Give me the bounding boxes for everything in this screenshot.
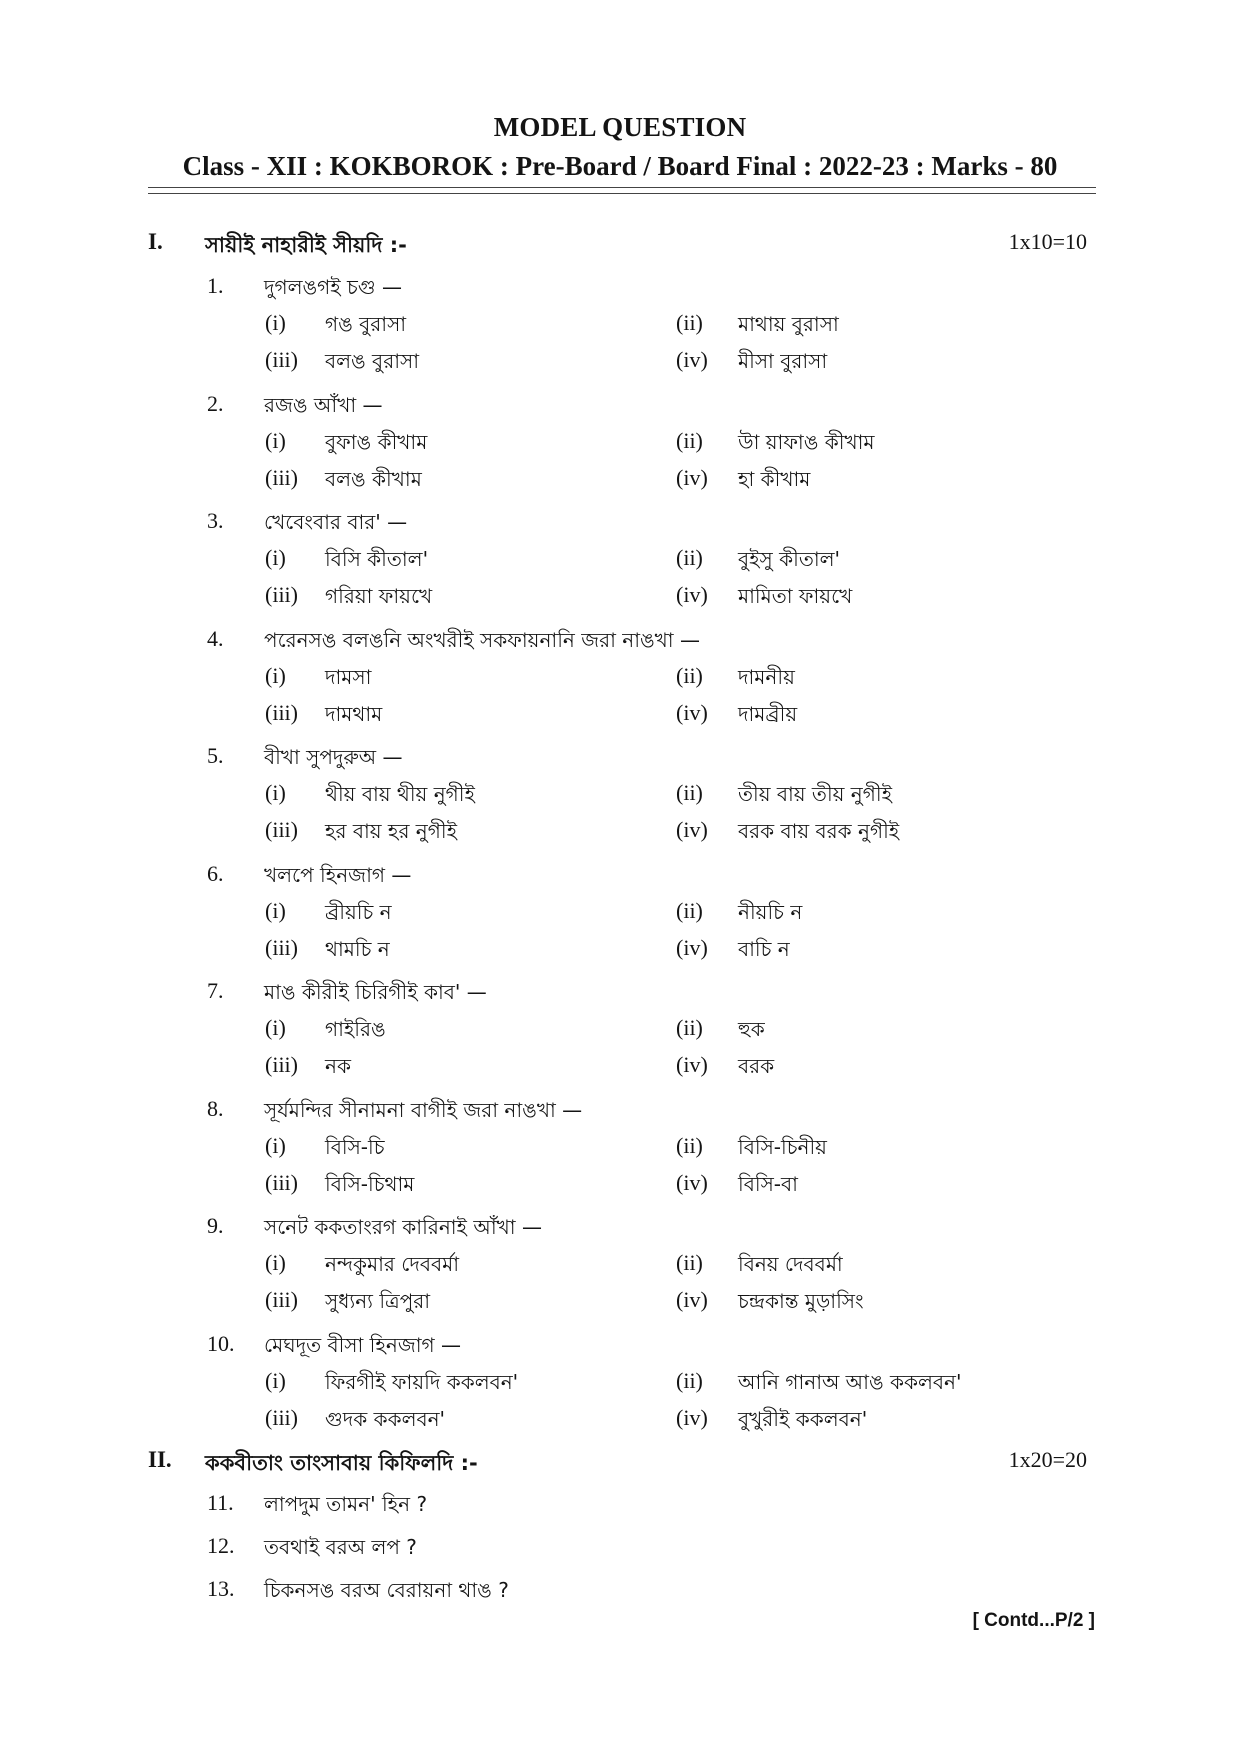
option-label: (iv) [676,1405,708,1430]
option-label: (iii) [265,1052,298,1077]
option-text: নক [325,1054,351,1078]
option-label: (ii) [676,1368,703,1393]
option-label: (i) [265,780,286,805]
option-text: বিসি-চিনীয় [738,1135,827,1159]
option-text: বরক [738,1054,775,1078]
question-number: 12. [207,1533,235,1558]
option-label: (iv) [676,1287,708,1312]
option-text: সুধ্যন্য ত্রিপুরা [325,1289,431,1313]
option-label: (iii) [265,465,298,490]
question-text: খলপে হিনজাগ — [264,863,412,887]
option-label: (iv) [676,347,708,372]
option-text: বলঙ বুরাসা [325,349,420,373]
section-title: সায়ীই নাহারীই সীয়দি :- [205,233,407,257]
page-title: MODEL QUESTION [493,112,747,142]
option-label: (iv) [676,1170,708,1195]
question-number: 11. [207,1490,234,1515]
option-label: (i) [265,1368,286,1393]
option-text: নন্দকুমার দেববর্মা [325,1252,460,1276]
continued-note: [ Contd...P/2 ] [972,1610,1095,1631]
option-label: (iii) [265,1405,298,1430]
option-text: গাইরিঙ [325,1017,386,1041]
question-number: 3. [207,508,224,533]
option-label: (iii) [265,1170,298,1195]
option-text: দামনীয় [738,665,795,689]
question-text: তবথাই বরঅ লপ ? [264,1535,417,1559]
option-label: (ii) [676,1250,703,1275]
option-text: উা য়াফাঙ কীখাম [738,430,875,454]
option-text: দামসা [325,665,372,689]
option-text: বিসি-বা [738,1172,798,1196]
option-label: (iv) [676,817,708,842]
option-label: (i) [265,898,286,923]
option-text: বরক বায় বরক নুগীই [738,819,900,843]
option-text: হা কীখাম [738,467,811,491]
section-numeral: I. [148,229,163,254]
option-text: ফিরগীই ফায়দি ককলবন' [325,1370,519,1394]
question-text: মেঘদূত বীসা হিনজাগ — [264,1333,461,1357]
option-label: (iv) [676,1052,708,1077]
question-text: মাঙ কীরীই চিরিগীই কাব' — [264,980,487,1004]
option-text: গরিয়া ফায়খে [325,584,433,608]
question-text: সূর্যমন্দির সীনামনা বাগীই জরা নাঙখা — [264,1098,583,1122]
option-label: (i) [265,1133,286,1158]
question-number: 7. [207,978,224,1003]
option-label: (ii) [676,545,703,570]
option-label: (iv) [676,465,708,490]
option-text: দামথাম [325,702,383,726]
option-label: (i) [265,663,286,688]
option-label: (iii) [265,700,298,725]
option-text: বলঙ কীখাম [325,467,422,491]
page-subtitle: Class - XII : KOKBOROK : Pre-Board / Board Final : 2022-23 : Marks - 80 [182,151,1058,181]
option-label: (ii) [676,428,703,453]
section-title: ককবীতাং তাংসাবায় কিফিলদি :- [205,1451,478,1475]
option-text: গুদক ককলবন' [325,1407,446,1431]
option-label: (i) [265,310,286,335]
question-number: 1. [207,273,224,298]
option-label: (iii) [265,817,298,842]
question-text: সনেট ককতাংরগ কারিনাই আঁখা — [264,1215,542,1239]
option-label: (i) [265,545,286,570]
option-label: (ii) [676,1015,703,1040]
question-number: 9. [207,1213,224,1238]
question-text: খেবেংবার বার' — [264,510,408,534]
option-label: (iv) [676,582,708,607]
question-number: 4. [207,626,224,651]
option-text: হর বায় হর নুগীই [325,819,457,843]
option-text: বিনয় দেববর্মা [738,1252,843,1276]
section-marks: 1x10=10 [1008,229,1087,254]
question-number: 2. [207,391,224,416]
option-text: বিসি-চি [325,1135,385,1159]
header-rule-top [148,187,1096,188]
question-number: 6. [207,861,224,886]
section-numeral: II. [148,1447,172,1472]
option-text: বুইসু কীতাল' [738,547,841,571]
option-text: দামব্রীয় [738,702,798,726]
option-text: বুখুরীই ককলবন' [738,1407,868,1431]
option-text: থামচি ন [325,937,390,961]
option-text: বুফাঙ কীখাম [325,430,428,454]
option-text: আনি গানাঅ আঙ ককলবন' [738,1370,962,1394]
option-text: নীয়চি ন [738,900,803,924]
option-label: (ii) [676,898,703,923]
question-text: বীখা সুপদুরুঅ — [264,745,403,769]
question-text: চিকনসঙ বরঅ বেরায়না থাঙ ? [264,1578,509,1602]
question-text: লাপদুম তামন' হিন ? [264,1492,428,1516]
question-number: 10. [207,1331,235,1356]
option-label: (iii) [265,1287,298,1312]
option-text: বিসি-চিথাম [325,1172,415,1196]
question-number: 5. [207,743,224,768]
option-text: বাচি ন [738,937,790,961]
option-text: থীয় বায় থীয় নুগীই [325,782,475,806]
option-label: (iii) [265,347,298,372]
question-text: রজঙ আঁখা — [264,393,383,417]
option-label: (iii) [265,582,298,607]
option-label: (ii) [676,780,703,805]
option-text: চন্দ্রকান্ত মুড়াসিং [738,1289,864,1313]
option-text: মামিতা ফায়খে [738,584,853,608]
option-label: (ii) [676,663,703,688]
section-marks: 1x20=20 [1008,1447,1087,1472]
header-rule-bottom [148,193,1096,194]
option-text: মাথায় বুরাসা [738,312,839,336]
option-text: বিসি কীতাল' [325,547,429,571]
option-text: গঙ বুরাসা [325,312,407,336]
option-label: (ii) [676,310,703,335]
option-label: (i) [265,428,286,453]
question-number: 13. [207,1576,235,1601]
option-label: (i) [265,1015,286,1040]
question-text: দুগলঙগই চগু — [264,275,402,299]
question-text: পরেনসঙ বলঙনি অংখরীই সকফায়নানি জরা নাঙখা — [264,628,700,652]
question-number: 8. [207,1096,224,1121]
option-label: (iv) [676,700,708,725]
option-label: (iii) [265,935,298,960]
option-label: (iv) [676,935,708,960]
option-label: (ii) [676,1133,703,1158]
option-text: ব্রীয়চি ন [325,900,392,924]
option-text: তীয় বায় তীয় নুগীই [738,782,892,806]
option-label: (i) [265,1250,286,1275]
option-text: মীসা বুরাসা [738,349,828,373]
option-text: হুক [738,1017,765,1041]
